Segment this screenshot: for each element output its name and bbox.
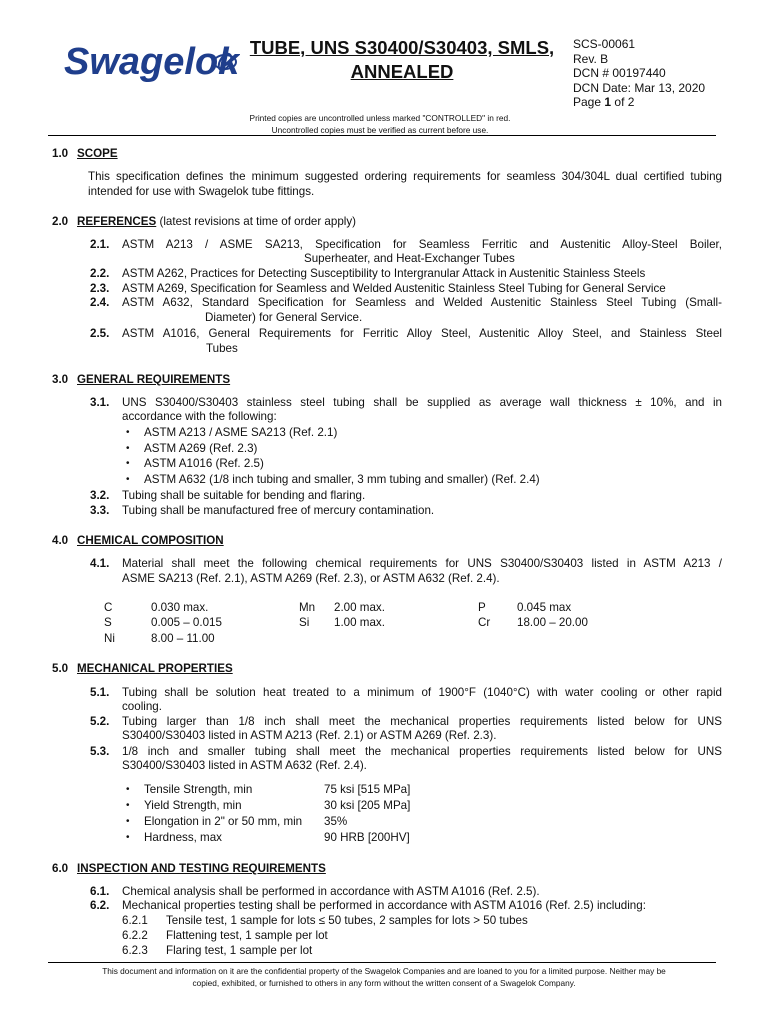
testing-subitem: 6.2.1 Tensile test, 1 sample for lots ≤ 50 tubes, 2 samples for lots > 50 tubes xyxy=(122,914,528,927)
property-name: • Hardness, max xyxy=(144,831,222,846)
element-value: 0.045 max xyxy=(517,601,572,614)
property-value: 75 ksi [515 MPa] xyxy=(324,783,411,796)
bullet-item: • ASTM A632 (1/8 inch tubing and smaller, 3 mm tubing and smaller) (Ref. 2.4) xyxy=(144,473,540,488)
element-symbol: C xyxy=(104,601,113,614)
scope-text: This specification defines the minimum suggested ordering requirements for seamless 304/304L dual certified tubing intended for use with Swagelok tube fittings. xyxy=(88,170,722,198)
property-value: 90 HRB [200HV] xyxy=(324,831,410,844)
bullet-item: • ASTM A269 (Ref. 2.3) xyxy=(144,442,257,457)
property-value: 35% xyxy=(324,815,348,828)
dcn-date: DCN Date: Mar 13, 2020 xyxy=(573,80,706,95)
element-symbol: S xyxy=(104,616,112,629)
section-heading-references: 2.0 REFERENCES (latest revisions at time of order apply) xyxy=(52,215,357,228)
element-symbol: P xyxy=(478,601,486,614)
dcn-number: DCN # 00197440 xyxy=(573,66,666,80)
property-name: • Elongation in 2" or 50 mm, min xyxy=(144,815,302,830)
page-indicator: Page 1 of 2 xyxy=(573,95,635,109)
footer-divider xyxy=(48,962,716,963)
footer-line-2: copied, exhibited, or furnished to others in any form without the written consent of a Swagelok Company. xyxy=(192,978,576,988)
element-symbol: Mn xyxy=(299,601,316,614)
section-heading-general-requirements: 3.0 GENERAL REQUIREMENTS xyxy=(52,373,231,386)
section-heading-scope: 1.0 SCOPE xyxy=(52,147,118,160)
document-info xyxy=(573,37,705,110)
element-symbol: Ni xyxy=(104,632,115,645)
revision: Rev. B xyxy=(573,51,609,66)
element-value: 18.00 – 20.00 xyxy=(517,616,588,629)
title-line-1: TUBE, UNS S30400/S30403, SMLS, xyxy=(249,37,555,58)
logo-wordmark: Swagelok xyxy=(64,41,240,83)
element-value: 2.00 max. xyxy=(334,601,385,614)
element-value: 8.00 – 11.00 xyxy=(151,632,215,645)
title-line-2: ANNEALED xyxy=(350,61,454,82)
document-title xyxy=(232,36,572,84)
footer-line-1: This document and information on it are the confidential property of the Swagelok Companies and are loaned to you for a limited purpose. Neither may be xyxy=(102,966,666,976)
section-heading-inspection-testing: 6.0 INSPECTION AND TESTING REQUIREMENTS xyxy=(52,862,326,875)
control-notice xyxy=(180,112,580,136)
element-symbol: Cr xyxy=(478,616,491,629)
element-symbol: Si xyxy=(299,616,310,629)
element-value: 0.005 – 0.015 xyxy=(151,616,222,629)
property-value: 30 ksi [205 MPa] xyxy=(324,799,411,812)
element-value: 0.030 max. xyxy=(151,601,209,614)
bullet-item: • ASTM A1016 (Ref. 2.5) xyxy=(144,457,264,472)
property-name: • Yield Strength, min xyxy=(144,799,242,814)
notice-line-2: Uncontrolled copies must be verified as current before use. xyxy=(271,125,489,135)
section-heading-mechanical-properties: 5.0 MECHANICAL PROPERTIES xyxy=(52,662,233,675)
confidentiality-footer xyxy=(48,965,720,989)
doc-number: SCS-00061 xyxy=(573,37,636,51)
testing-subitem: 6.2.3 Flaring test, 1 sample per lot xyxy=(122,944,313,957)
swagelok-logo xyxy=(60,36,240,88)
element-value: 1.00 max. xyxy=(334,616,385,629)
header-divider xyxy=(48,135,716,136)
property-name: • Tensile Strength, min xyxy=(144,783,252,798)
testing-subitem: 6.2.2 Flattening test, 1 sample per lot xyxy=(122,929,328,942)
notice-line-1: Printed copies are uncontrolled unless marked "CONTROLLED" in red. xyxy=(249,113,511,123)
section-heading-chemical-composition: 4.0 CHEMICAL COMPOSITION xyxy=(52,534,224,547)
bullet-item: • ASTM A213 / ASME SA213 (Ref. 2.1) xyxy=(144,426,337,441)
